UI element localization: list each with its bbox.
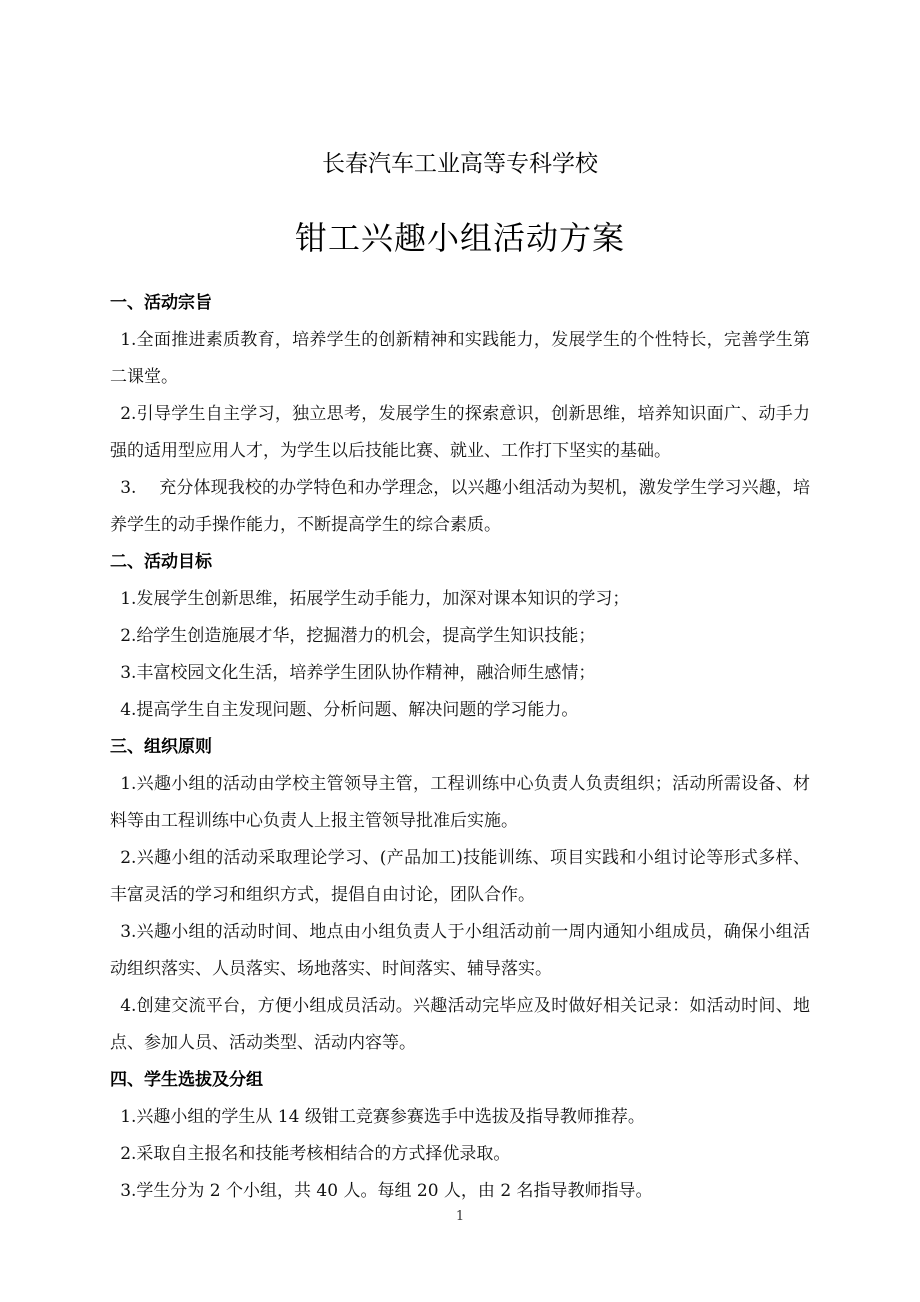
list-item: 1.兴趣小组的活动由学校主管领导主管，工程训练中心负责人负责组织；活动所需设备、材料等由工程训练中心负责人上报主管领导批准后实施。	[110, 774, 810, 831]
document-title: 钳工兴趣小组活动方案	[294, 219, 625, 257]
school-name: 长春汽车工业高等专科学校	[322, 151, 598, 177]
section-heading: 一、活动宗旨	[110, 293, 212, 313]
section-heading: 二、活动目标	[110, 552, 212, 572]
list-item: 3.学生分为 2 个小组，共 40 人。每组 20 人，由 2 名指导教师指导。	[120, 1181, 653, 1201]
section-heading: 四、学生选拔及分组	[110, 1070, 263, 1090]
section-purpose	[110, 285, 810, 544]
list-item: 4.创建交流平台，方便小组成员活动。兴趣活动完毕应及时做好相关记录：如活动时间、地点、参加人员、活动类型、活动内容等。	[110, 996, 810, 1053]
list-item: 2.引导学生自主学习，独立思考，发展学生的探索意识，创新思维，培养知识面广、动手力强的适用型应用人才，为学生以后技能比赛、就业、工作打下坚实的基础。	[110, 404, 810, 461]
section-selection	[110, 1062, 810, 1210]
list-item: 1.兴趣小组的学生从 14 级钳工竞赛参赛选手中选拔及指导教师推荐。	[120, 1107, 645, 1127]
list-item: 2.给学生创造施展才华，挖掘潜力的机会，提高学生知识技能；	[120, 626, 596, 646]
list-item: 3. 充分体现我校的办学特色和办学理念，以兴趣小组活动为契机，激发学生学习兴趣，培养学生的动手操作能力，不断提高学生的综合素质。	[110, 478, 810, 535]
list-item: 2.兴趣小组的活动采取理论学习、(产品加工)技能训练、项目实践和小组讨论等形式多样、丰富灵活的学习和组织方式，提倡自由讨论，团队合作。	[110, 848, 810, 905]
list-item: 3.兴趣小组的活动时间、地点由小组负责人于小组活动前一周内通知小组成员，确保小组活动组织落实、人员落实、场地落实、时间落实、辅导落实。	[110, 922, 810, 979]
list-item: 1.发展学生创新思维，拓展学生动手能力，加深对课本知识的学习；	[120, 589, 630, 609]
list-item: 2.采取自主报名和技能考核相结合的方式择优录取。	[120, 1144, 511, 1164]
document-body	[110, 285, 810, 1210]
section-principles	[110, 729, 810, 1062]
page-number: 1	[455, 1209, 465, 1224]
list-item: 1.全面推进素质教育，培养学生的创新精神和实践能力，发展学生的个性特长，完善学生第二课堂。	[110, 330, 810, 387]
section-heading: 三、组织原则	[110, 737, 212, 757]
list-item: 4.提高学生自主发现问题、分析问题、解决问题的学习能力。	[120, 700, 579, 720]
section-goals	[110, 544, 810, 729]
list-item: 3.丰富校园文化生活，培养学生团队协作精神，融洽师生感情；	[120, 663, 596, 683]
